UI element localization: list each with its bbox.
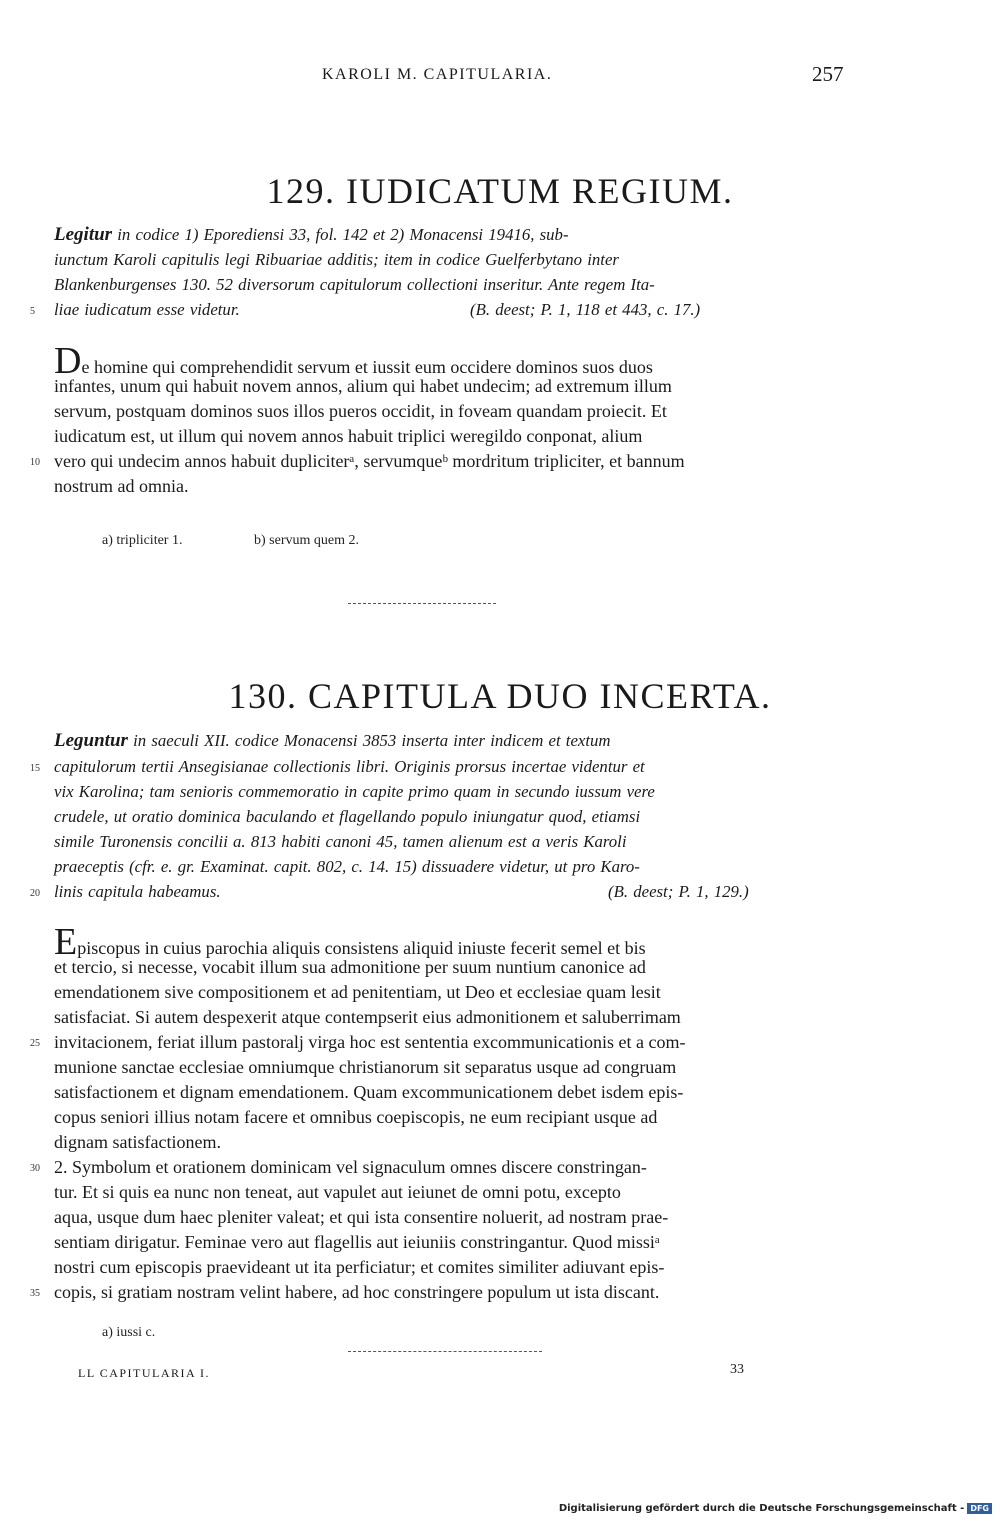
body-line: iudicatum est, ut illum qui novem annos habuit triplici weregildo conponat, alium xyxy=(54,426,643,446)
body-line: infantes, unum qui habuit novem annos, alium qui habet undecim; ad extremum illum xyxy=(54,376,672,396)
body-line-text: e homine qui comprehendidit servum et iussit eum occidere dominos suos duos xyxy=(81,357,653,377)
intro-line: vix Karolina; tam senioris commemoratio in capite primo quam in secundo iussum vere xyxy=(54,782,655,801)
body-line: nostri cum episcopis praevideant ut ita perficiatur; et comites similiter adiuvant epis- xyxy=(54,1257,665,1277)
intro-line: simile Turonensis concilii a. 813 habiti canoni 45, tamen alienum est a veris Karoli xyxy=(54,832,627,851)
intro-lead-word: Legitur xyxy=(54,224,113,245)
intro-line: iunctum Karoli capitulis legi Ribuariae additis; item in codice Guelferbytano inter xyxy=(54,250,619,269)
body-line: servum, postquam dominos suos illos pueros occidit, in foveam quandam proiecit. Et xyxy=(54,401,667,421)
footnote: a) iussi c. xyxy=(102,1325,156,1340)
section-130-title: 130. CAPITULA DUO INCERTA. xyxy=(228,676,772,716)
intro-line: crudele, ut oratio dominica baculando et flagellando populo iniungatur quod, etiamsi xyxy=(54,807,641,826)
body-line: satisfactionem et dignam emendationem. Quam excommunicationem debet isdem epis- xyxy=(54,1082,684,1102)
margin-line-number: 25 xyxy=(30,1038,40,1049)
body-line: copus seniori illius notam facere et omnibus coepiscopis, ne eum recipiant usque ad xyxy=(54,1107,658,1127)
intro-line xyxy=(54,223,840,248)
body-line: 2. Symbolum et orationem dominicam vel signaculum omnes discere constringan- xyxy=(54,1157,647,1177)
margin-line-number: 10 xyxy=(30,457,40,468)
intro-line-text: in codice 1) Eporediensi 33, fol. 142 et 2) Monacensi 19416, sub- xyxy=(117,225,569,244)
footer-sheet-number: 33 xyxy=(730,1362,744,1377)
body-line: tur. Et si quis ea nunc non teneat, aut vapulet aut ieiunet de omni potu, excepto xyxy=(54,1182,621,1202)
digitization-credit-text: Digitalisierung gefördert durch die Deutsche Forschungsgemeinschaft - xyxy=(558,1503,965,1514)
body-line: invitacionem, feriat illum pastoralj virga hoc est sententia excommunicationis et a com- xyxy=(54,1032,686,1052)
body-line-text: piscopus in cuius parochia aliquis consistens aliquid iniuste fecerit semel et bis xyxy=(77,938,646,958)
body-line: copis, si gratiam nostram velint habere, ad hoc constringere populum ut ista discant. xyxy=(54,1282,660,1302)
page-number: 257 xyxy=(812,62,844,86)
body-line: aqua, usque dum haec pleniter valeat; et qui ista consentire noluerit, ad nostram prae- xyxy=(54,1207,669,1227)
body-line xyxy=(54,921,840,963)
body-line: munione sanctae ecclesiae omniumque christianorum sit separatus usque ad congruam xyxy=(54,1057,677,1077)
intro-line: linis capitula habeamus. xyxy=(54,882,221,901)
intro-line: liae iudicatum esse videtur. xyxy=(54,300,240,319)
footnote: b) servum quem 2. xyxy=(254,533,359,548)
body-line: sentiam dirigatur. Feminae vero aut flagellis aut ieiuniis constringantur. Quod missiᵃ xyxy=(54,1232,660,1252)
margin-line-number: 30 xyxy=(30,1163,40,1174)
intro-line: Blankenburgenses 130. 52 diversorum capitulorum collectioni inseritur. Ante regem Ita- xyxy=(54,275,655,294)
initial-letter: E xyxy=(54,921,78,963)
body-line: nostrum ad omnia. xyxy=(54,476,189,496)
margin-line-number: 5 xyxy=(30,306,35,317)
margin-line-number: 35 xyxy=(30,1288,40,1299)
source-reference: (B. deest; P. 1, 118 et 443, c. 17.) xyxy=(470,300,701,319)
body-line: vero qui undecim annos habuit dupliciterᵃ, servumqueᵇ mordritum tripliciter, et bannum xyxy=(54,451,685,471)
footnote: a) tripliciter 1. xyxy=(102,533,183,548)
footnote-divider xyxy=(348,1351,542,1352)
initial-letter: D xyxy=(54,340,82,382)
intro-line xyxy=(54,729,840,754)
intro-line: praeceptis (cfr. e. gr. Examinat. capit. 802, c. 14. 15) dissuadere videtur, ut pro Karo- xyxy=(54,857,640,876)
intro-line: capitulorum tertii Ansegisianae collectionis libri. Originis prorsus incertae videntur et xyxy=(54,757,645,776)
digitization-credit xyxy=(559,1503,992,1514)
body-line: dignam satisfactionem. xyxy=(54,1132,221,1152)
body-line: emendationem sive compositionem et ad penitentiam, ut Deo et ecclesiae quam lesit xyxy=(54,982,661,1002)
source-reference: (B. deest; P. 1, 129.) xyxy=(608,882,749,901)
body-line: et tercio, si necesse, vocabit illum sua admonitione per suum nuntium canonice ad xyxy=(54,957,646,977)
footer-signature: LL CAPITULARIA I. xyxy=(78,1366,211,1380)
body-line: satisfaciat. Si autem despexerit atque contempserit eius admonitionem et saluberrimam xyxy=(54,1007,681,1027)
running-title: KAROLI M. CAPITULARIA. xyxy=(322,66,553,83)
margin-line-number: 20 xyxy=(30,888,40,899)
section-divider xyxy=(348,603,496,604)
intro-line-text: in saeculi XII. codice Monacensi 3853 inserta inter indicem et textum xyxy=(133,731,611,750)
intro-lead-word: Leguntur xyxy=(54,730,128,751)
dfg-logo: DFG xyxy=(967,1503,992,1514)
margin-line-number: 15 xyxy=(30,763,40,774)
section-129-title: 129. IUDICATUM REGIUM. xyxy=(266,171,734,211)
body-line xyxy=(54,340,840,382)
